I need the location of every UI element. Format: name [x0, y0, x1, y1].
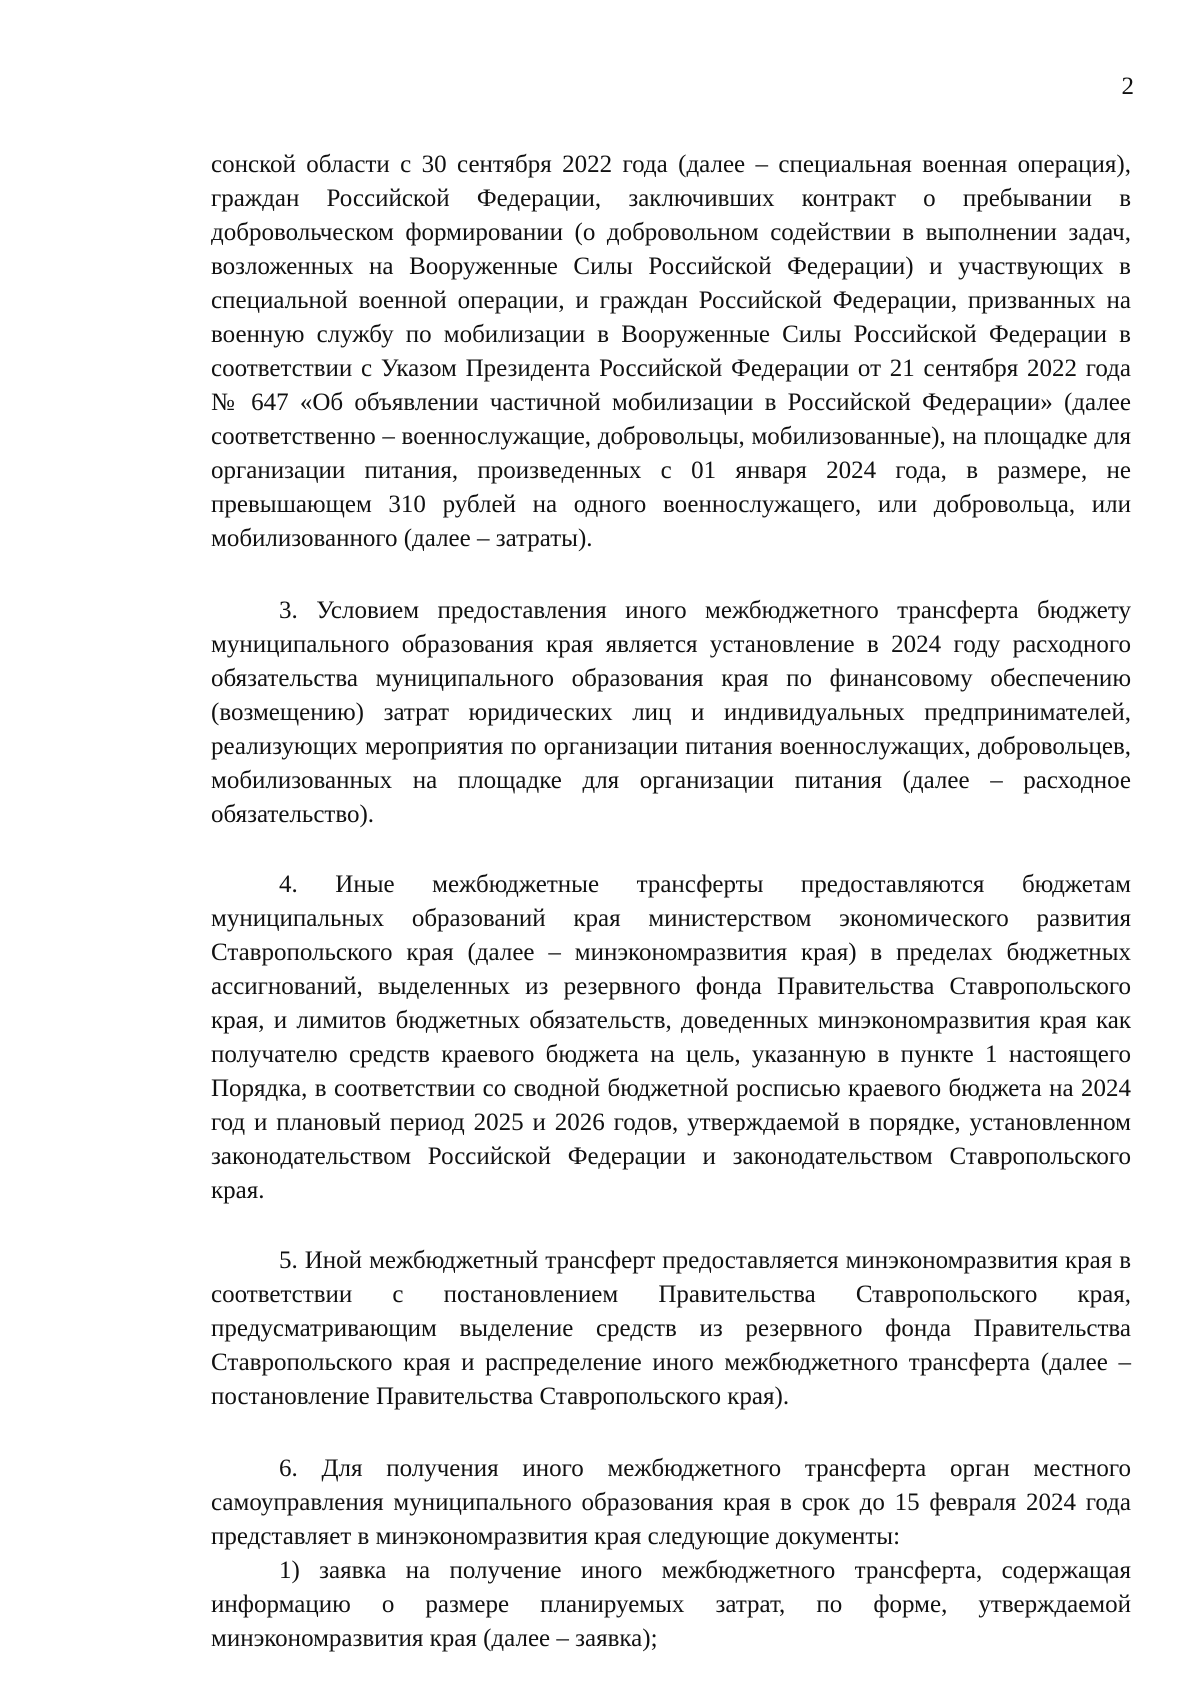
paragraph-4: 4. Иные межбюджетные трансферты предоставляются бюджетам муниципальных образований края министерством экономического развития Ставропольского края (далее – минэкономразвития края) в пределах бюджетных ассигнований, выделенных из резервного фонда Правительства Ставропольского края, и лимитов бюджетных обязательств, доведенных минэкономразвития края как получателю средств краевого бюджета на цель, указанную в пункте 1 настоящего Порядка, в соответствии со сводной бюджетной росписью краевого бюджета на 2024 год и плановый период 2025 и 2026 годов, утверждаемой в порядке, установленном законодательством Российской Федерации и законодательством Ставропольского края.: [211, 871, 1131, 1204]
page-number: 2: [1121, 73, 1134, 100]
paragraph-6-item-1: 1) заявка на получение иного межбюджетного трансферта, содержащая информацию о размере планируемых затрат, по форме, утверждаемой минэкономразвития края (далее – заявка);: [211, 1557, 1131, 1652]
paragraph-continuation: сонской области с 30 сентября 2022 года (далее – специальная военная операция), граждан Российской Федерации, заключивших контракт о пребывании в добровольческом формировании (о добровольном содействии в выполнении задач, возложенных на Вооруженные Силы Российской Федерации) и участвующих в специальной военной операции, и граждан Российской Федерации, призванных на военную службу по мобилизации в Вооруженные Силы Российской Федерации в соответствии с Указом Президента Российской Федерации от 21 сентября 2022 года № 647 «Об объявлении частичной мобилизации в Российской Федерации» (далее соответственно – военнослужащие, добровольцы, мобилизованные), на площадке для организации питания, произведенных с 01 января 2024 года, в размере, не превышающем 310 рублей на одного военнослужащего, или добровольца, или мобилизованного (далее – затраты).: [211, 151, 1131, 552]
paragraph-6: 6. Для получения иного межбюджетного трансферта орган местного самоуправления муниципального образования края в срок до 15 февраля 2024 года представляет в минэкономразвития края следующие документы:: [211, 1455, 1131, 1550]
paragraph-5: 5. Иной межбюджетный трансферт предоставляется минэкономразвития края в соответствии с постановлением Правительства Ставропольского края, предусматривающим выделение средств из резервного фонда Правительства Ставропольского края и распределение иного межбюджетного трансферта (далее – постановление Правительства Ставропольского края).: [211, 1247, 1131, 1410]
paragraph-3: 3. Условием предоставления иного межбюджетного трансферта бюджету муниципального образования края является установление в 2024 году расходного обязательства муниципального образования края по финансовому обеспечению (возмещению) затрат юридических лиц и индивидуальных предпринимателей, реализующих мероприятия по организации питания военнослужащих, добровольцев, мобилизованных на площадке для организации питания (далее – расходное обязательство).: [211, 597, 1131, 828]
document-body: [211, 148, 1131, 1656]
